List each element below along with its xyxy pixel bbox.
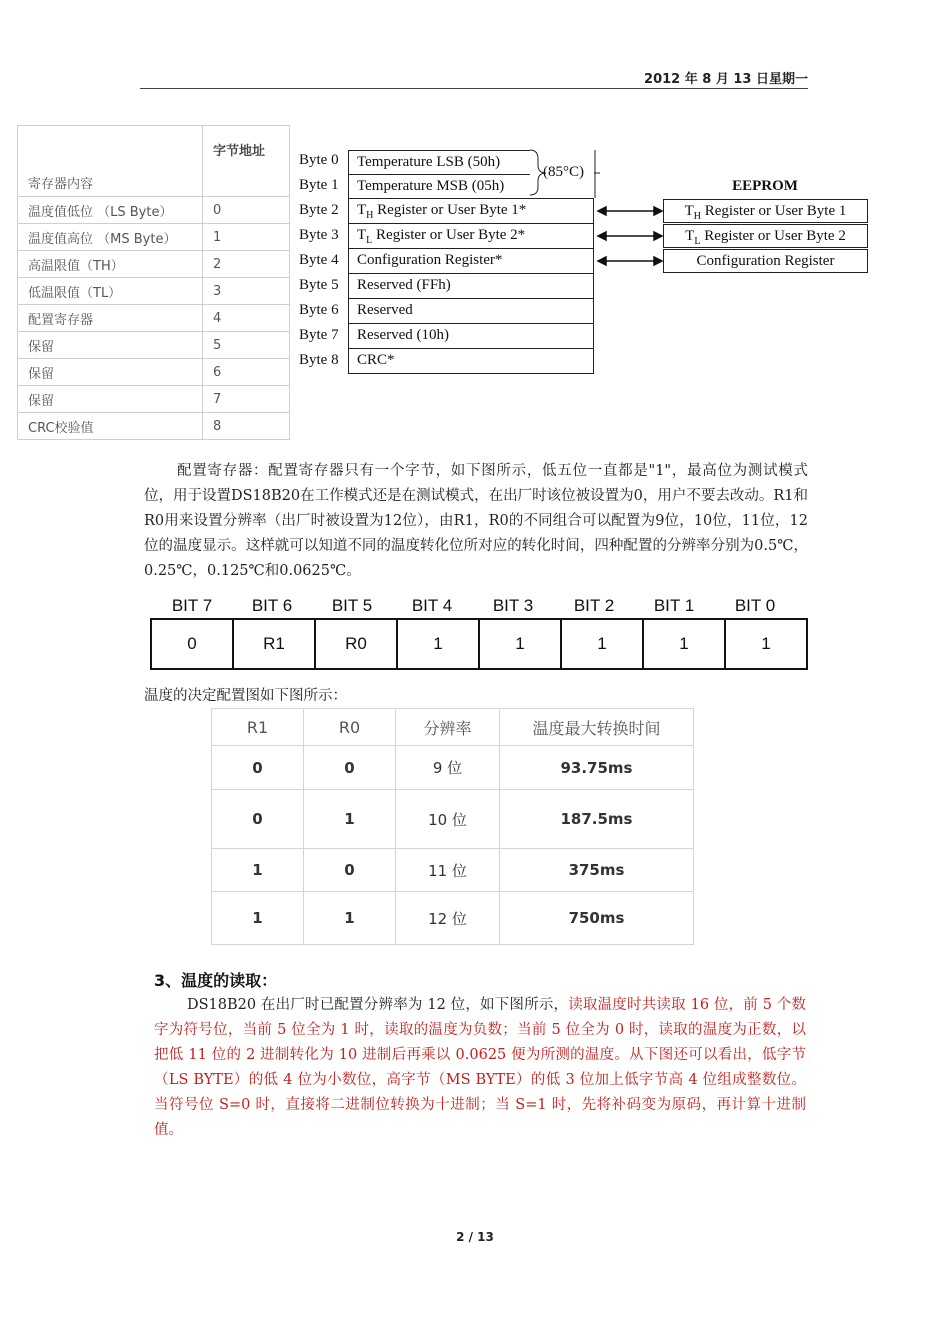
table-row xyxy=(18,278,290,305)
table-row xyxy=(18,359,290,386)
scratchpad-cell-tl: $T_L$ Register or User Byte 2* xyxy=(348,223,594,249)
register-name: 配置寄存器 xyxy=(18,305,203,332)
table-row xyxy=(18,332,290,359)
scratchpad-cell-reserved-10h: Reserved (10h) xyxy=(348,323,594,349)
byte-label: Byte 3 xyxy=(299,227,339,243)
cell-time: 750ms xyxy=(500,892,694,945)
byte-label: Byte 7 xyxy=(299,327,339,343)
byte-label: Byte 6 xyxy=(299,302,339,318)
section-3-highlight: 读取温度时共读取 16 位，前 5 个数字为符号位，当前 5 位全为 1 时，读取的温度为负数；当前 5 位全为 0 时，读取的温度为正数，以把低 11 位的 2 进制转化为 10 进制后再乘以 0.0625 便为所测的温度。从下图还可以看出，低字节（LS BYTE）的低 4 位为小数位，高字节（MS BYTE）的低 3 位加上低字节高 4 位组成整数位。当符号位 S=0 时，直接将二进制位转换为十进制；当 S=1 时，先将补码变为原码，再计算十进制值。 xyxy=(154,997,806,1138)
cell-r0: 1 xyxy=(304,892,396,945)
header-date: 2012 年 8 月 13 日星期一 xyxy=(644,72,808,87)
eeprom-cell-th: $T_H$ Register or User Byte 1 xyxy=(663,199,868,223)
byte-label: Byte 8 xyxy=(299,352,339,368)
eeprom-cell-config: Configuration Register xyxy=(663,249,868,273)
bit-header: BIT 1 xyxy=(653,596,695,615)
byte-label: Byte 1 xyxy=(299,177,339,193)
cell-r1: 0 xyxy=(212,746,304,790)
table-row xyxy=(18,197,290,224)
cell-time: 375ms xyxy=(500,849,694,892)
register-name: 保留 xyxy=(18,332,203,359)
bit-header: BIT 2 xyxy=(573,596,615,615)
bit-header: BIT 4 xyxy=(411,596,453,615)
table-row xyxy=(18,251,290,278)
cell-resolution: 9 位 xyxy=(396,746,500,790)
bit-header: BIT 0 xyxy=(734,596,776,615)
bit-header: BIT 7 xyxy=(171,596,213,615)
cell-resolution: 12 位 xyxy=(396,892,500,945)
config-bits-table xyxy=(150,618,808,670)
cell-resolution: 11 位 xyxy=(396,849,500,892)
byte-label: Byte 0 xyxy=(299,152,339,168)
table-row xyxy=(212,849,694,892)
cell-time: 93.75ms xyxy=(500,746,694,790)
table-row xyxy=(18,386,290,413)
scratchpad-cell-crc: CRC* xyxy=(348,348,594,374)
page-number: 2 / 13 xyxy=(456,1230,494,1244)
eeprom-title: EEPROM xyxy=(732,178,798,194)
register-name: 保留 xyxy=(18,359,203,386)
header-r0: R0 xyxy=(304,709,396,746)
header-max-conversion-time: 温度最大转换时间 xyxy=(500,709,694,746)
cell-r0: 0 xyxy=(304,746,396,790)
register-address: 0 xyxy=(203,197,290,224)
byte-label: Byte 4 xyxy=(299,252,339,268)
cell-r1: 1 xyxy=(212,892,304,945)
register-address: 8 xyxy=(203,413,290,440)
table-row xyxy=(18,224,290,251)
register-address: 3 xyxy=(203,278,290,305)
register-address: 7 xyxy=(203,386,290,413)
scratchpad-cell-config: Configuration Register* xyxy=(348,248,594,274)
byte-label: Byte 5 xyxy=(299,277,339,293)
bit-value: 1 xyxy=(643,619,725,669)
scratchpad-cell-temp-msb: Temperature MSB (05h) xyxy=(348,174,530,198)
table-row xyxy=(212,746,694,790)
register-name: 低温限值（TL） xyxy=(18,278,203,305)
section-3-intro: DS18B20 在出厂时已配置分辨率为 12 位，如下图所示， xyxy=(187,997,569,1013)
resolution-table xyxy=(211,708,694,945)
byte-label: Byte 2 xyxy=(299,202,339,218)
temperature-note: (85°C) xyxy=(543,164,584,180)
cell-resolution: 10 位 xyxy=(396,790,500,849)
scratchpad-cell-reserved: Reserved xyxy=(348,298,594,324)
bit-value: 1 xyxy=(397,619,479,669)
register-address: 5 xyxy=(203,332,290,359)
cell-r1: 0 xyxy=(212,790,304,849)
bit-header: BIT 6 xyxy=(251,596,293,615)
header-r1: R1 xyxy=(212,709,304,746)
cell-r1: 1 xyxy=(212,849,304,892)
table-row xyxy=(18,413,290,440)
register-name: 保留 xyxy=(18,386,203,413)
table-header-row xyxy=(18,126,290,197)
scratchpad-cell-reserved-ffh: Reserved (FFh) xyxy=(348,273,594,299)
eeprom-cell-tl: $T_L$ Register or User Byte 2 xyxy=(663,224,868,248)
table-header-row xyxy=(212,709,694,746)
table-row xyxy=(151,619,807,669)
register-address: 6 xyxy=(203,359,290,386)
scratchpad-cell-temp-lsb: Temperature LSB (50h) xyxy=(348,150,530,174)
cell-r0: 1 xyxy=(304,790,396,849)
register-name: 高温限值（TH） xyxy=(18,251,203,278)
bit-value: 1 xyxy=(725,619,807,669)
header-divider xyxy=(140,88,808,89)
resolution-caption: 温度的决定配置图如下图所示： xyxy=(144,688,347,704)
bit-value: 1 xyxy=(479,619,561,669)
eeprom-arrows xyxy=(596,200,664,274)
cell-r0: 0 xyxy=(304,849,396,892)
bit-header: BIT 3 xyxy=(492,596,534,615)
table-row xyxy=(212,892,694,945)
bit-header: BIT 5 xyxy=(331,596,373,615)
register-name: CRC校验值 xyxy=(18,413,203,440)
header-resolution: 分辨率 xyxy=(396,709,500,746)
config-register-paragraph: 配置寄存器：配置寄存器只有一个字节，如下图所示，低五位一直都是"1"，最高位为测试模式位，用于设置DS18B20在工作模式还是在测试模式，在出厂时该位被设置为0，用户不要去改动。R1和R0用来设置分辨率（出厂时被设置为12位），由R1，R0的不同组合可以配置为9位，10位，11位，12位的温度显示。这样就可以知道不同的温度转化位所对应的转化时间，四种配置的分辨率分别为0.5℃，0.25℃，0.125℃和0.0625℃。 xyxy=(144,463,808,579)
cell-time: 187.5ms xyxy=(500,790,694,849)
bit-value: R1 xyxy=(233,619,315,669)
header-register-content: 寄存器内容 xyxy=(18,126,203,197)
section-3-title: 3、温度的读取： xyxy=(154,971,278,990)
register-address: 4 xyxy=(203,305,290,332)
register-name: 温度值低位 （LS Byte） xyxy=(18,197,203,224)
table-row xyxy=(18,305,290,332)
bit-value: 0 xyxy=(151,619,233,669)
bit-value: R0 xyxy=(315,619,397,669)
memory-map-table xyxy=(17,125,290,440)
register-address: 2 xyxy=(203,251,290,278)
register-address: 1 xyxy=(203,224,290,251)
register-name: 温度值高位 （MS Byte） xyxy=(18,224,203,251)
bit-value: 1 xyxy=(561,619,643,669)
section-3-paragraph xyxy=(154,993,806,1143)
table-row xyxy=(212,790,694,849)
header-byte-address: 字节地址 xyxy=(203,126,290,197)
scratchpad-cell-th: $T_H$ Register or User Byte 1* xyxy=(348,198,594,224)
